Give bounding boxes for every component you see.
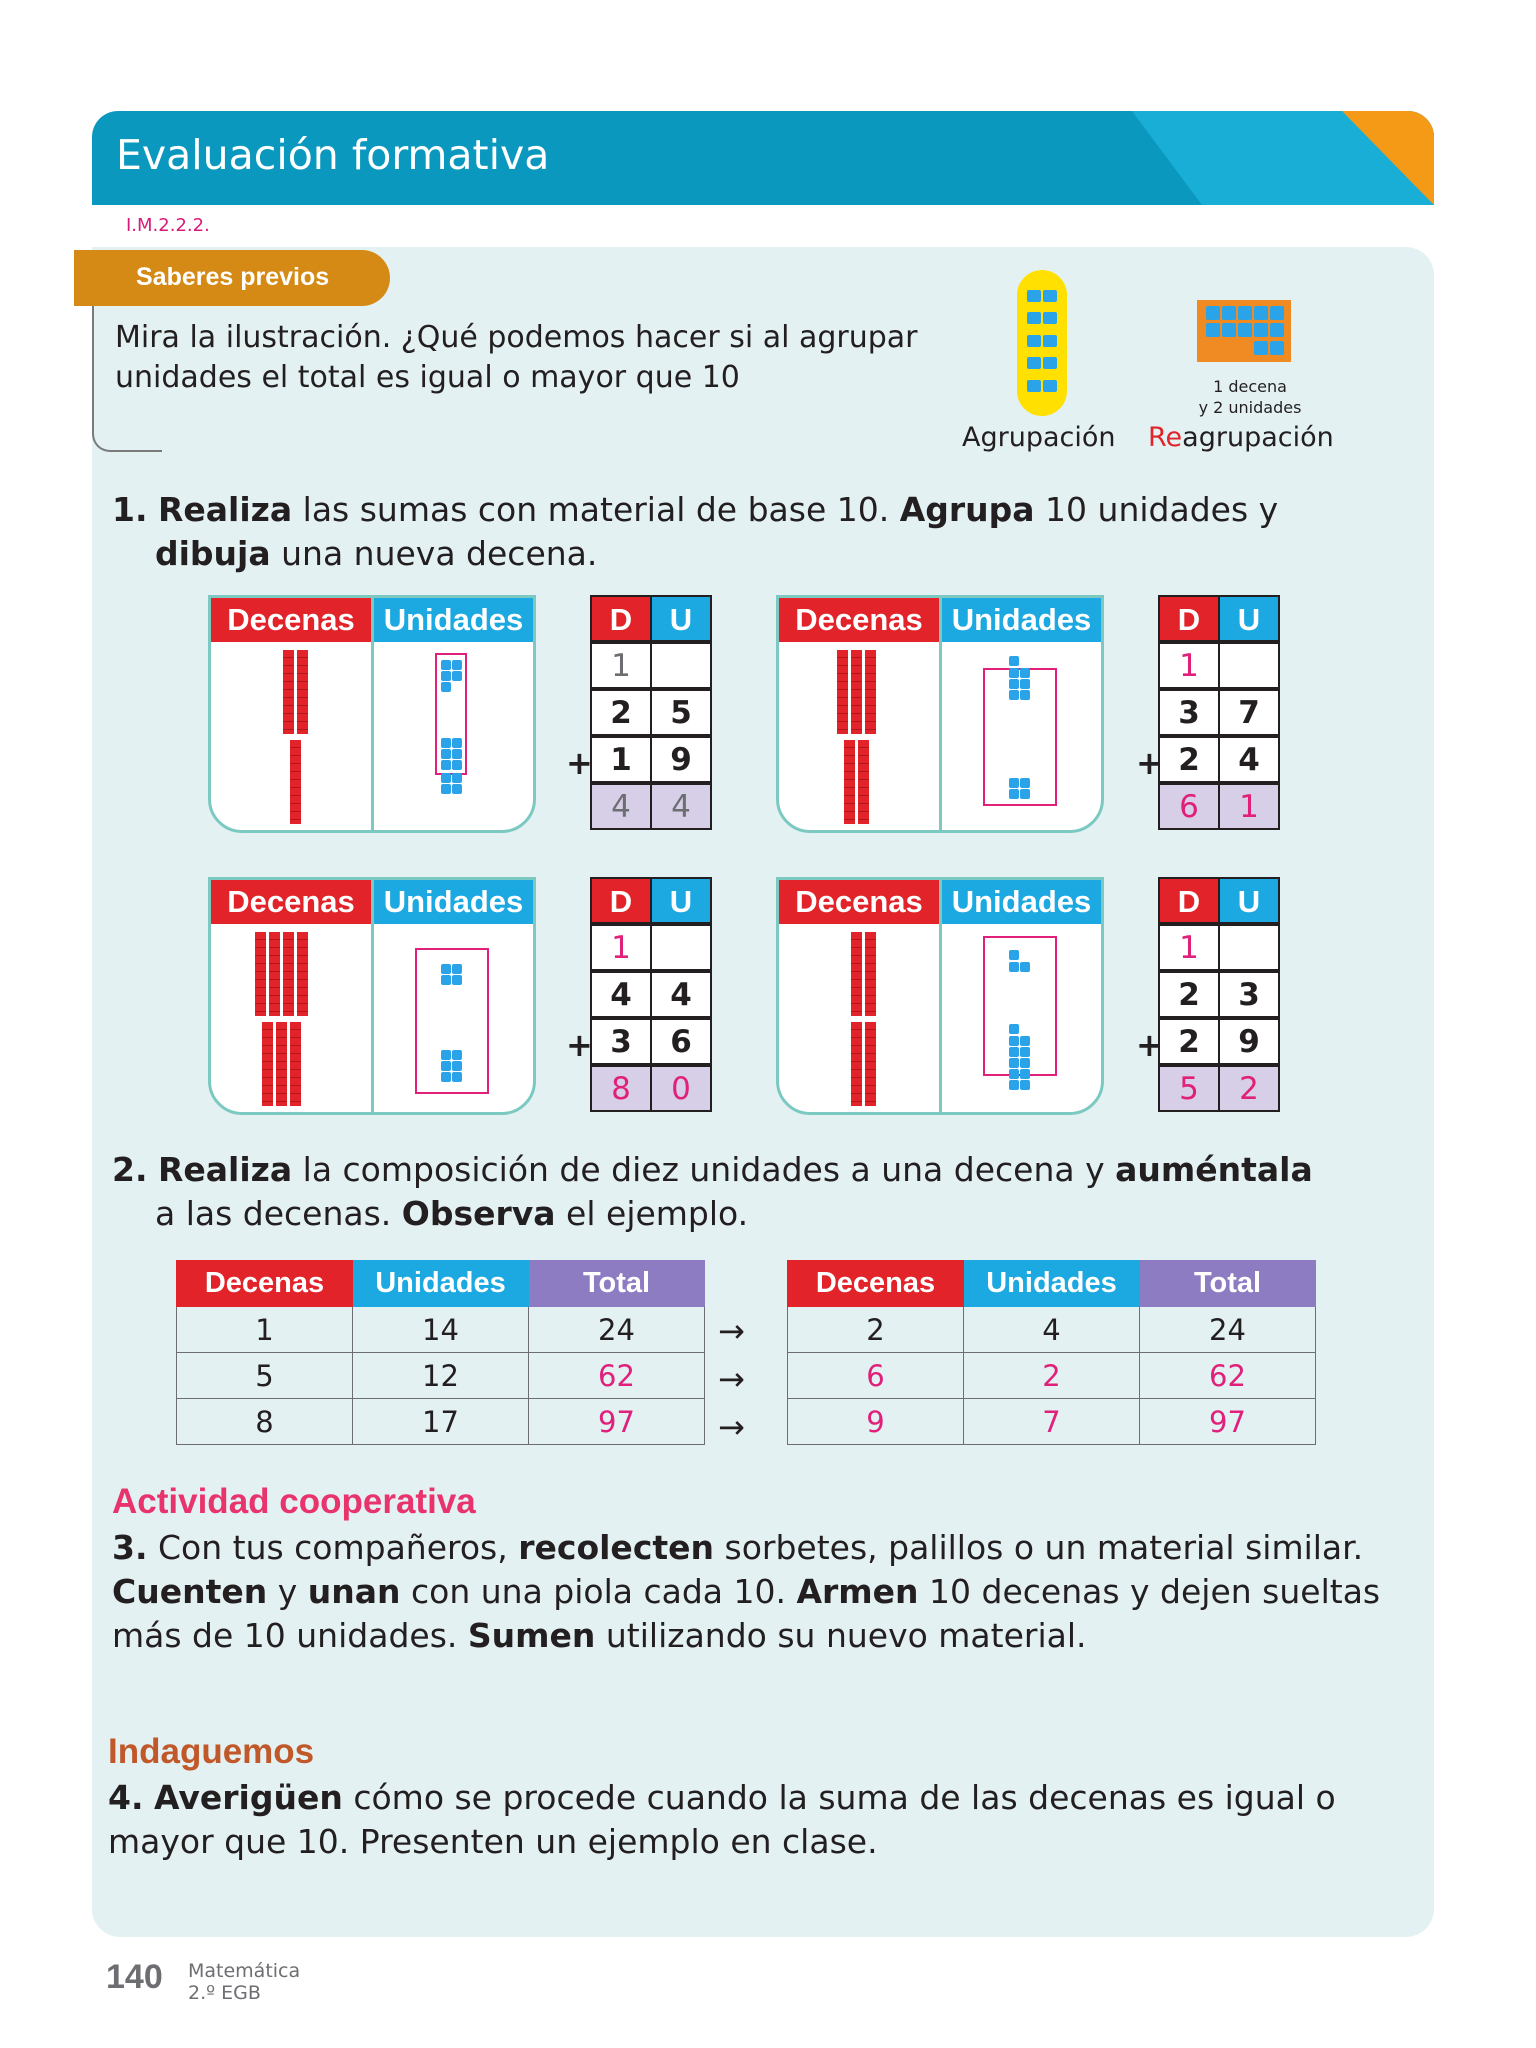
du-table-3: D U 1 4 4 3 6 8 0 [592,879,716,1114]
page-header [92,111,1434,205]
saberes-text: Mira la ilustración. ¿Qué podemos hacer si al agrupar unidades el total es igual o mayor que 10 [115,320,918,395]
plus-sign: + [566,744,593,782]
plus-sign: + [566,1026,593,1064]
base10-block-2 [776,595,1104,833]
base10-block-1 [208,595,536,833]
footer-subject: Matemática 2.º EGB [188,1960,301,2004]
exercise-4-instruction: 4. Averigüen cómo se procede cuando la suma de las decenas es igual o mayor que 10. Presenten un ejemplo en clase. [108,1778,1336,1861]
base10-block-4 [776,877,1104,1115]
composition-table-right: Decenas Unidades Total 2 4 24 6 2 62 9 7 97 [787,1260,1316,1445]
cooperativa-title: Actividad cooperativa [112,1482,476,1521]
base10-block-3 [208,877,536,1115]
decenas-header: Decenas [779,880,939,924]
arrow-icon: → [718,1408,745,1446]
exercise-1-instruction: 1. Realiza las sumas con material de base 10. Agrupa 10 unidades y dibuja una nueva decena. [112,490,1279,573]
ten-cubes-icon [1027,290,1057,400]
arrow-icon: → [718,1360,745,1398]
reagrupacion-label: Reagrupación [1148,422,1334,453]
saberes-label: Saberes previos [136,263,330,291]
unidades-header: Unidades [939,598,1101,642]
unidades-header: Unidades [939,880,1101,924]
page-title: Evaluación formativa [116,131,550,179]
decenas-header: Decenas [779,598,939,642]
du-table-1: D U 1 2 5 1 9 4 4 [592,597,716,832]
unidades-header: Unidades [371,598,533,642]
decade-cubes-icon [1206,306,1282,356]
plus-sign: + [1136,1026,1163,1064]
unidades-header: Unidades [371,880,533,924]
ten-rod [297,650,308,734]
indicator-code: I.M.2.2.2. [126,215,210,236]
ten-rod [283,650,294,734]
indaguemos-title: Indaguemos [108,1732,315,1771]
composition-table-left: Decenas Unidades Total 1 14 24 5 12 62 8 17 97 [176,1260,705,1445]
arrow-icon: → [718,1312,745,1350]
agrupacion-label: Agrupación [962,422,1116,453]
plus-sign: + [1136,744,1163,782]
regrouping-caption: 1 decena y 2 unidades [1198,377,1302,417]
decenas-header: Decenas [211,598,371,642]
page-number: 140 [106,1958,163,1996]
grouping-box [435,653,467,775]
du-table-4: D U 1 2 3 2 9 5 2 [1160,879,1284,1114]
dua-title: DUA [1197,14,1263,47]
du-table-2: D U 1 3 7 2 4 6 1 [1160,597,1284,832]
dua-subtitle: Acción y expresión [1081,52,1320,82]
exercise-2-instruction: 2. Realiza la composición de diez unidades a una decena y auméntala a las decenas. Observa el ejemplo. [112,1150,1313,1233]
ten-rod [290,740,301,824]
exercise-3-instruction: 3. Con tus compañeros, recolecten sorbetes, palillos o un material similar. Cuenten y unan con una piola cada 10. Armen 10 decenas y dejen sueltas más de 10 unidades. Sumen utilizando su nuevo material. [112,1528,1381,1655]
decenas-header: Decenas [211,880,371,924]
